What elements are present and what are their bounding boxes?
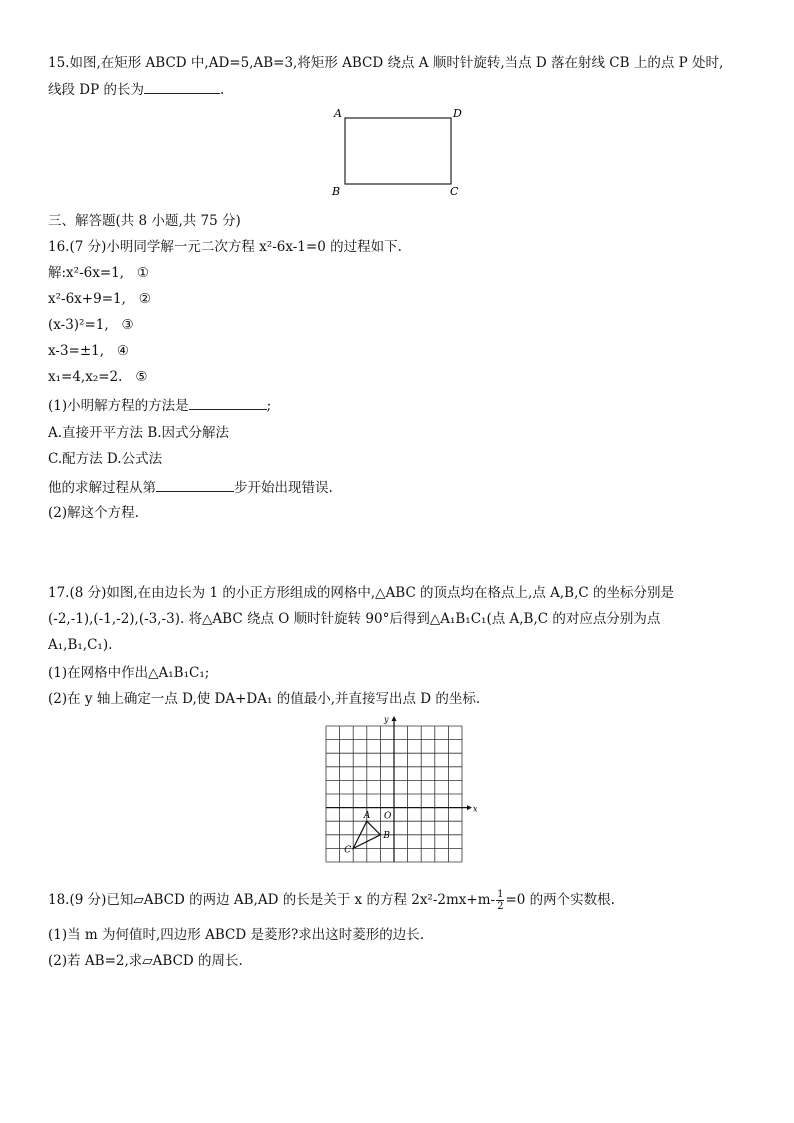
q16-method-blank[interactable]	[189, 395, 267, 410]
label-a: A	[334, 107, 342, 120]
step-text: x²-6x+9=1,	[48, 291, 126, 307]
q17-line1: 17.(8 分)如图,在由边长为 1 的小正方形组成的网格中,△ABC 的顶点均在格点上,点 A,B,C 的坐标分别是	[48, 585, 675, 601]
q16-step-2	[48, 289, 151, 309]
fraction-numerator: 1	[497, 889, 504, 900]
q17-part2: (2)在 y 轴上确定一点 D,使 DA+DA₁ 的值最小,并直接写出点 D 的坐标.	[48, 691, 481, 707]
q16-options-ab: A.直接开平方法 B.因式分解法	[48, 425, 230, 441]
q16-part1	[48, 395, 271, 416]
q16-step-blank[interactable]	[156, 477, 234, 492]
q16-step-4	[48, 341, 129, 361]
step-mark: ①	[136, 265, 150, 281]
q17-line3: A₁,B₁,C₁).	[48, 637, 113, 653]
rectangle-abcd	[345, 118, 451, 184]
x-axis-arrow-icon	[467, 805, 472, 810]
q16-options-cd: C.配方法 D.公式法	[48, 451, 163, 467]
q15-answer-blank[interactable]	[144, 79, 220, 94]
fraction-one-half	[496, 889, 504, 912]
label-b: B	[332, 185, 341, 198]
q15-line2-text: 线段 DP 的长为	[48, 82, 144, 98]
point-a-label: A	[363, 811, 371, 822]
q15-line2	[48, 79, 224, 100]
point-b-label: B	[383, 830, 391, 841]
q18-pre: 18.(9 分)已知▱ABCD 的两边 AB,AD 的长是关于 x 的方程 2x²-2mx+m-	[48, 892, 496, 908]
q15-line2-end: .	[220, 82, 225, 98]
step-mark: ④	[116, 343, 130, 359]
label-c: C	[450, 185, 459, 198]
fraction-denominator: 2	[497, 901, 504, 912]
q16-step-1	[48, 263, 149, 283]
label-d: D	[453, 107, 462, 120]
q17-grid-figure	[318, 712, 478, 868]
section-title: 三、解答题(共 8 小题,共 75 分)	[48, 213, 241, 229]
q16-step-3	[48, 315, 134, 335]
step-text: x₁=4,x₂=2.	[48, 369, 123, 385]
q15-rectangle-figure	[325, 103, 465, 199]
origin-label: O	[384, 811, 392, 822]
y-axis-arrow-icon	[392, 716, 397, 721]
step-mark: ⑤	[135, 369, 148, 385]
q16-step-5	[48, 367, 147, 387]
x-axis-label: x	[473, 804, 478, 814]
q16-stem: 16.(7 分)小明同学解一元二次方程 x²-6x-1=0 的过程如下.	[48, 239, 402, 255]
q17-part1: (1)在网格中作出△A₁B₁C₁;	[48, 665, 210, 681]
q16-part2: (2)解这个方程.	[48, 505, 139, 521]
y-axis-label: y	[384, 715, 389, 724]
step-text: x-3=±1,	[48, 343, 105, 359]
point-c-label: C	[344, 845, 352, 856]
step-mark: ③	[121, 317, 134, 333]
q18-part1: (1)当 m 为何值时,四边形 ABCD 是菱形?求出这时菱形的边长.	[48, 927, 424, 943]
step-text: (x-3)²=1,	[48, 317, 109, 333]
q18-stem	[48, 889, 615, 912]
q16-part1-text: (1)小明解方程的方法是	[48, 398, 189, 414]
q16-err-pre: 他的求解过程从第	[48, 480, 156, 496]
q17-line2: (-2,-1),(-1,-2),(-3,-3). 将△ABC 绕点 O 顺时针旋转 90°后得到△A₁B₁C₁(点 A,B,C 的对应点分别为点	[48, 611, 661, 627]
q18-part2: (2)若 AB=2,求▱ABCD 的周长.	[48, 953, 243, 969]
q16-err-post: 步开始出现错误.	[234, 480, 333, 496]
step-text: 解:x²-6x=1,	[48, 265, 125, 281]
step-mark: ②	[138, 291, 151, 307]
q18-post: =0 的两个实数根.	[505, 892, 615, 908]
q15-line1: 15.如图,在矩形 ABCD 中,AD=5,AB=3,将矩形 ABCD 绕点 A 顺时针旋转,当点 D 落在射线 CB 上的点 P 处时,	[48, 55, 724, 71]
q16-error-step	[48, 477, 333, 498]
q16-part1-end: ;	[266, 398, 272, 414]
